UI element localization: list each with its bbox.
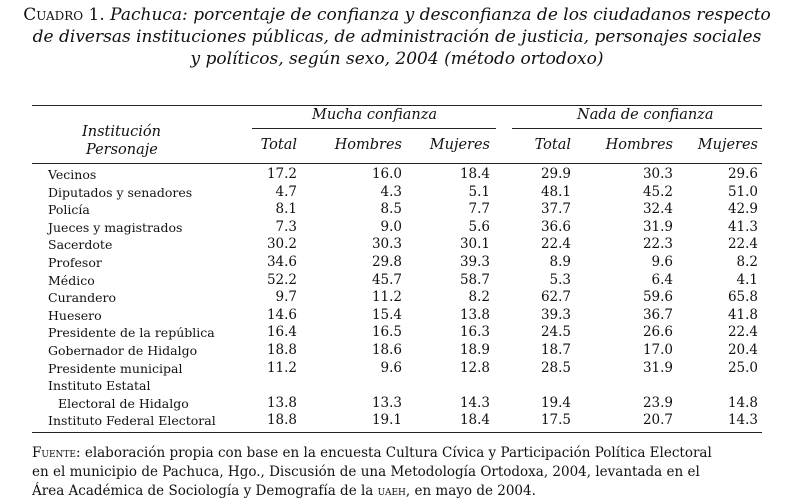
row-label: Huesero — [48, 307, 102, 323]
top-rule — [32, 105, 762, 106]
table-cell: 16.3 — [459, 324, 490, 341]
table-cell: 62.7 — [540, 289, 571, 306]
group-header-mucha: Mucha confianza — [312, 107, 438, 123]
caption-line-2: de diversas instituciones públicas, de administración de justicia, personajes sociales — [32, 27, 762, 47]
group1-rule — [252, 128, 496, 129]
table-cell: 13.8 — [266, 394, 297, 411]
column-header: Mujeres — [429, 137, 490, 153]
table-cell: 29.6 — [727, 166, 758, 182]
table-cell: 36.6 — [540, 218, 571, 235]
column-header: Total — [534, 137, 571, 153]
row-label: Sacerdote — [48, 237, 113, 253]
table-cell: 37.7 — [540, 201, 571, 218]
table-cell: 14.3 — [727, 412, 758, 429]
column-header: Hombres — [334, 137, 402, 153]
table-cell: 19.4 — [540, 394, 571, 411]
column-header: Total — [260, 137, 297, 153]
table-cell: 14.3 — [459, 394, 490, 411]
table-cell: 26.6 — [642, 324, 673, 341]
source-acronym: uaeh — [377, 483, 406, 499]
table-cell: 18.6 — [371, 342, 402, 358]
table-cell: 31.9 — [642, 218, 673, 235]
row-label: Médico — [48, 272, 95, 288]
row-label: Policía — [48, 202, 90, 218]
table-cell: 30.3 — [371, 236, 402, 253]
table-cell: 5.3 — [549, 271, 571, 288]
table-cell: 16.0 — [371, 166, 402, 182]
table-cell: 30.2 — [266, 236, 297, 253]
table-cell: 7.3 — [275, 218, 297, 235]
table-cell: 18.4 — [459, 412, 490, 429]
table-cell: 19.1 — [371, 412, 402, 429]
table-cell: 24.5 — [540, 324, 571, 341]
table-cell: 41.3 — [727, 218, 758, 235]
source-text-1: elaboración propia con base en la encuesta Cultura Cívica y Participación Política Electoral — [84, 445, 712, 461]
table-cell: 17.5 — [540, 412, 571, 429]
table-cell: 8.9 — [549, 254, 571, 270]
table-cell: 8.5 — [380, 201, 402, 218]
table-cell: 5.1 — [468, 183, 490, 200]
row-label-continued: Electoral de Hidalgo — [58, 395, 189, 411]
table-cell: 16.5 — [371, 324, 402, 341]
row-label: Diputados y senadores — [48, 184, 193, 200]
table-cell: 58.7 — [459, 271, 490, 288]
stub-header-1: Institución — [82, 124, 161, 140]
table-cell: 8.2 — [468, 289, 490, 306]
row-label: Gobernador de Hidalgo — [48, 343, 198, 358]
table-cell: 9.6 — [651, 254, 673, 270]
table-cell: 12.8 — [459, 359, 490, 376]
table-cell: 5.6 — [468, 218, 490, 235]
group2-rule — [512, 128, 762, 129]
table-cell: 9.6 — [380, 359, 402, 376]
table-cell: 36.7 — [642, 306, 673, 323]
table-cell: 16.4 — [266, 324, 297, 341]
source-text-3a: Área Académica de Sociología y Demografía de la — [32, 483, 378, 499]
table-cell: 52.2 — [266, 271, 297, 288]
header-bottom-rule — [32, 163, 762, 164]
table-cell: 39.3 — [459, 254, 490, 270]
table-bottom-rule — [32, 432, 762, 433]
table-cell: 11.2 — [266, 359, 297, 376]
row-label: Curandero — [48, 290, 116, 306]
table-cell: 8.1 — [275, 201, 297, 218]
table-cell: 29.9 — [540, 166, 571, 182]
row-label: Profesor — [48, 255, 102, 270]
source-line-3 — [32, 482, 772, 501]
column-header: Mujeres — [697, 137, 758, 153]
group-header-nada: Nada de confianza — [577, 107, 714, 123]
table-cell: 45.7 — [371, 271, 402, 288]
row-label: Jueces y magistrados — [48, 219, 183, 235]
table-cell: 11.2 — [371, 289, 402, 306]
table-cell: 7.7 — [468, 201, 490, 218]
table-cell: 28.5 — [540, 359, 571, 376]
table-cell: 31.9 — [642, 359, 673, 376]
table-cell: 41.8 — [727, 306, 758, 323]
row-label: Instituto Estatal — [48, 378, 151, 394]
table-cell: 20.4 — [727, 342, 758, 358]
caption-line-1 — [0, 4, 794, 26]
table-cell: 22.3 — [642, 236, 673, 253]
table-source-note — [32, 444, 772, 501]
table-cell: 18.9 — [459, 342, 490, 358]
table-cell: 32.4 — [642, 201, 673, 218]
table-cell: 30.3 — [642, 166, 673, 182]
caption-line-3: y políticos, según sexo, 2004 (método ortodoxo) — [190, 49, 604, 69]
table-cell: 4.1 — [736, 271, 758, 288]
table-cell: 18.7 — [540, 342, 571, 358]
table-cell: 4.7 — [275, 183, 297, 200]
table-caption — [0, 4, 794, 70]
table-cell: 29.8 — [371, 254, 402, 270]
row-label: Presidente municipal — [48, 360, 183, 376]
caption-title-1: Pachuca: porcentaje de confianza y desconfianza de los ciudadanos respecto — [110, 5, 771, 25]
table-cell: 8.2 — [736, 254, 758, 270]
table-cell: 4.3 — [380, 183, 402, 200]
table-cell: 17.0 — [642, 342, 673, 358]
table-cell: 22.4 — [727, 324, 758, 341]
row-label: Vecinos — [48, 167, 97, 182]
table-cell: 13.8 — [459, 306, 490, 323]
table-cell: 59.6 — [642, 289, 673, 306]
table-cell: 48.1 — [540, 183, 571, 200]
stub-header-2: Personaje — [86, 142, 158, 158]
table-cell: 18.8 — [266, 412, 297, 429]
table-cell: 51.0 — [727, 183, 758, 200]
table-cell: 13.3 — [371, 394, 402, 411]
table-cell: 9.0 — [380, 218, 402, 235]
table-cell: 34.6 — [266, 254, 297, 270]
table-cell: 30.1 — [459, 236, 490, 253]
table-cell: 18.8 — [266, 342, 297, 358]
table-cell: 14.8 — [727, 394, 758, 411]
table-cell: 39.3 — [540, 306, 571, 323]
source-text-3c: , en mayo de 2004. — [405, 483, 536, 499]
table-cell: 23.9 — [642, 394, 673, 411]
table-cell: 18.4 — [459, 166, 490, 182]
table-cell: 20.7 — [642, 412, 673, 429]
table-cell: 17.2 — [266, 166, 297, 182]
table-cell: 65.8 — [727, 289, 758, 306]
table-cell: 22.4 — [540, 236, 571, 253]
source-label: Fuente: — [32, 445, 81, 461]
row-label: Instituto Federal Electoral — [48, 413, 216, 429]
table-cell: 9.7 — [275, 289, 297, 306]
row-label: Presidente de la república — [48, 325, 215, 341]
source-line-1 — [32, 444, 772, 463]
table-cell: 45.2 — [642, 183, 673, 200]
table-cell: 22.4 — [727, 236, 758, 253]
source-line-2: en el municipio de Pachuca, Hgo., Discusión de una Metodología Ortodoxa, 2004, levantada en el — [32, 464, 700, 480]
table-cell: 14.6 — [266, 306, 297, 323]
column-header: Hombres — [605, 137, 673, 153]
table-cell: 42.9 — [727, 201, 758, 218]
caption-label: Cuadro 1. — [23, 5, 105, 25]
table-cell: 25.0 — [727, 359, 758, 376]
table-cell: 15.4 — [371, 306, 402, 323]
table-cell: 6.4 — [651, 271, 673, 288]
